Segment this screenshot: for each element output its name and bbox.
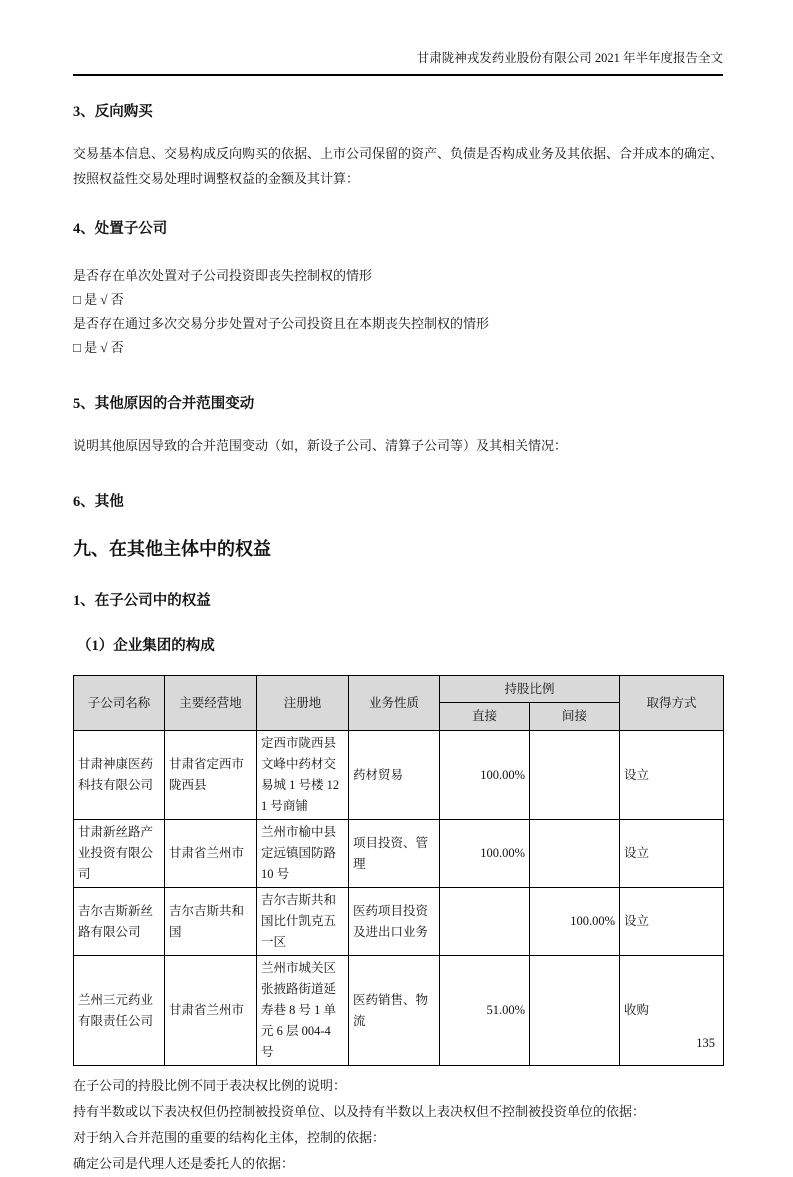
cell-registered-place: 兰州市城关区张掖路街道延寿巷 8 号 1 单元 6 层 004-4 号 bbox=[257, 956, 349, 1066]
cell-registered-place: 吉尔吉斯共和国比什凯克五一区 bbox=[257, 888, 349, 956]
disposal-question-1: 是否存在单次处置对子公司投资即丧失控制权的情形 bbox=[73, 268, 373, 283]
cell-business-nature: 医药销售、物流 bbox=[349, 956, 440, 1066]
heading-interests-other-entities: 九、在其他主体中的权益 bbox=[73, 539, 271, 559]
document-title: 甘肃陇神戎发药业股份有限公司 2021 年半年度报告全文 bbox=[416, 51, 723, 65]
cell-acquisition-method: 收购 bbox=[620, 956, 724, 1066]
heading-disposal-subsidiary: 4、处置子公司 bbox=[73, 221, 168, 237]
cell-direct-ratio: 100.00% bbox=[440, 731, 530, 820]
disposal-question-2: 是否存在通过多次交易分步处置对子公司投资且在本期丧失控制权的情形 bbox=[73, 316, 490, 331]
page-number: 135 bbox=[696, 1036, 715, 1050]
reverse-purchase-text: 交易基本信息、交易构成反向购买的依据、上市公司保留的资产、负债是否构成业务及其依据、合并成本的确定、按照权益性交易处理时调整权益的金额及其计算： bbox=[73, 146, 724, 186]
cell-main-place: 吉尔吉斯共和国 bbox=[165, 888, 257, 956]
col-header-main-place: 主要经营地 bbox=[165, 676, 257, 731]
cell-business-nature: 医药项目投资及进出口业务 bbox=[349, 888, 440, 956]
table-notes bbox=[73, 1073, 723, 1177]
table-row bbox=[74, 888, 724, 956]
heading-group-composition: （1）企业集团的构成 bbox=[77, 638, 215, 654]
cell-direct-ratio bbox=[440, 888, 530, 956]
cell-main-place: 甘肃省兰州市 bbox=[165, 820, 257, 888]
cell-direct-ratio: 51.00% bbox=[440, 956, 530, 1066]
table-header-row-1 bbox=[74, 676, 724, 703]
note-structured-entity-basis: 对于纳入合并范围的重要的结构化主体，控制的依据： bbox=[73, 1130, 386, 1145]
col-header-registered-place: 注册地 bbox=[257, 676, 349, 731]
col-header-subsidiary-name: 子公司名称 bbox=[74, 676, 165, 731]
table-row bbox=[74, 956, 724, 1066]
table-row bbox=[74, 820, 724, 888]
cell-main-place: 甘肃省定西市陇西县 bbox=[165, 731, 257, 820]
cell-acquisition-method: 设立 bbox=[620, 820, 724, 888]
cell-registered-place: 定西市陇西县文峰中药材交易城 1 号楼 121 号商铺 bbox=[257, 731, 349, 820]
cell-business-nature: 药材贸易 bbox=[349, 731, 440, 820]
cell-acquisition-method: 设立 bbox=[620, 731, 724, 820]
note-half-voting-basis: 持有半数或以下表决权但仍控制被投资单位、以及持有半数以上表决权但不控制被投资单位的依据： bbox=[73, 1104, 646, 1119]
col-header-business-nature: 业务性质 bbox=[349, 676, 440, 731]
col-header-indirect: 间接 bbox=[530, 703, 620, 731]
cell-subsidiary-name: 兰州三元药业有限责任公司 bbox=[74, 956, 165, 1066]
cell-subsidiary-name: 甘肃新丝路产业投资有限公司 bbox=[74, 820, 165, 888]
heading-interests-subsidiaries: 1、在子公司中的权益 bbox=[73, 593, 211, 609]
col-header-shareholding-ratio: 持股比例 bbox=[440, 676, 620, 703]
table-row bbox=[74, 731, 724, 820]
col-header-direct: 直接 bbox=[440, 703, 530, 731]
cell-main-place: 甘肃省兰州市 bbox=[165, 956, 257, 1066]
cell-business-nature: 项目投资、管理 bbox=[349, 820, 440, 888]
other-scope-change-text: 说明其他原因导致的合并范围变动（如，新设子公司、清算子公司等）及其相关情况： bbox=[73, 438, 568, 453]
cell-acquisition-method: 设立 bbox=[620, 888, 724, 956]
heading-other-scope-change: 5、其他原因的合并范围变动 bbox=[73, 396, 255, 412]
cell-indirect-ratio bbox=[530, 731, 620, 820]
note-agent-principal-basis: 确定公司是代理人还是委托人的依据： bbox=[73, 1156, 295, 1171]
disposal-answer-2: □ 是 √ 否 bbox=[73, 340, 124, 355]
page-header bbox=[73, 50, 723, 76]
heading-reverse-purchase: 3、反向购买 bbox=[73, 104, 153, 120]
cell-subsidiary-name: 甘肃神康医药科技有限公司 bbox=[74, 731, 165, 820]
cell-indirect-ratio bbox=[530, 956, 620, 1066]
cell-direct-ratio: 100.00% bbox=[440, 820, 530, 888]
cell-subsidiary-name: 吉尔吉斯新丝路有限公司 bbox=[74, 888, 165, 956]
note-voting-ratio: 在子公司的持股比例不同于表决权比例的说明： bbox=[73, 1078, 347, 1093]
cell-indirect-ratio: 100.00% bbox=[530, 888, 620, 956]
col-header-acquisition-method: 取得方式 bbox=[620, 676, 724, 731]
cell-registered-place: 兰州市榆中县定远镇国防路 10 号 bbox=[257, 820, 349, 888]
subsidiaries-table bbox=[73, 675, 724, 1066]
disposal-answer-1: □ 是 √ 否 bbox=[73, 292, 124, 307]
heading-other: 6、其他 bbox=[73, 494, 124, 510]
cell-indirect-ratio bbox=[530, 820, 620, 888]
